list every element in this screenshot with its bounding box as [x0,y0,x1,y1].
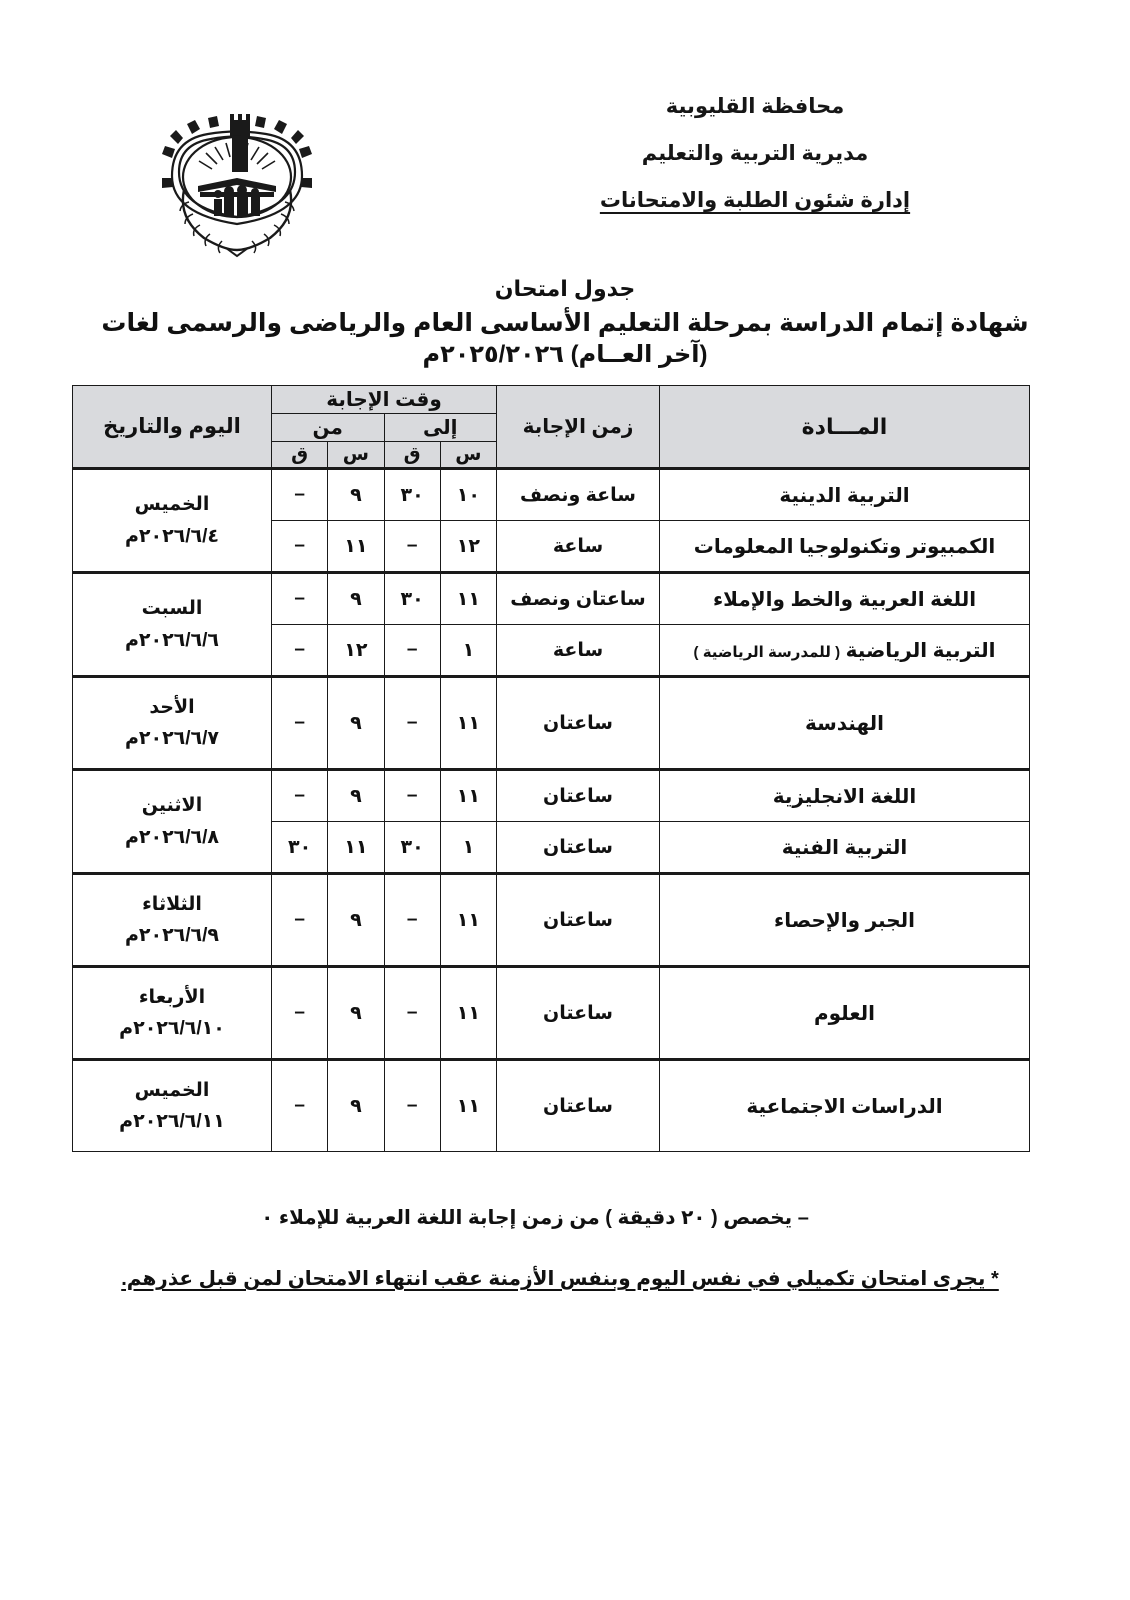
cell-duration: ساعتان [497,822,660,874]
col-header-answer-time: وقت الإجابة [272,386,497,414]
cell-from-hour: ٩ [328,874,384,967]
cell-to-minute: – [384,770,440,822]
day-date: ٢٠٢٦/٦/٩م [124,925,220,946]
cell-subject: التربية الدينية [660,469,1030,521]
cell-day-date [73,874,272,967]
cell-to-hour: ١١ [440,967,496,1060]
cell-from-hour: ٩ [328,770,384,822]
day-name: السبت [141,598,203,620]
day-date: ٢٠٢٦/٦/٨م [124,826,220,848]
col-header-from-minute: ق [272,442,328,469]
cell-to-hour: ١٠ [440,469,496,521]
cell-duration: ساعتان ونصف [497,573,660,625]
exam-schedule-table-wrapper [72,385,1030,1152]
cell-to-hour: ١١ [440,677,496,770]
cell-day-date [73,967,272,1060]
cell-to-minute: – [384,874,440,967]
cell-day-date [73,469,272,573]
header-row-1 [73,386,1030,414]
cell-from-minute: – [272,770,328,822]
cell-to-minute: – [384,967,440,1060]
department-line: إدارة شئون الطلبة والامتحانات [599,189,911,212]
ministry-logo-icon [148,98,326,258]
cell-duration: ساعتان [497,1060,660,1152]
col-header-duration: زمن الإجابة [497,386,660,469]
cell-to-minute: – [384,521,440,573]
cell-subject: العلوم [660,967,1030,1060]
header-text-block [475,96,1035,237]
footer-notes [0,1205,1130,1291]
cell-to-hour: ١١ [440,1060,496,1152]
cell-subject [660,625,1030,677]
table-row [73,967,1030,1060]
cell-to-hour: ١ [440,625,496,677]
cell-from-hour: ٩ [328,967,384,1060]
note-arabic-dictation: – يخصص ( ٢٠ دقيقة ) من زمن إجابة اللغة العربية للإملاء ٠ [261,1207,809,1229]
cell-to-minute: – [384,1060,440,1152]
table-row [73,1060,1030,1152]
col-header-day-date: اليوم والتاريخ [73,386,272,469]
cell-subject: اللغة العربية والخط والإملاء [660,573,1030,625]
cell-day-date [73,1060,272,1152]
cell-to-hour: ١٢ [440,521,496,573]
cell-duration: ساعة [497,521,660,573]
cell-to-minute: ٣٠ [384,822,440,874]
cell-from-minute: – [272,625,328,677]
col-header-subject: المـــادة [660,386,1030,469]
table-row [73,573,1030,625]
cell-from-hour: ١١ [328,521,384,573]
exam-schedule-table [72,385,1030,1152]
day-name: الخميس [134,1079,210,1101]
cell-duration: ساعة [497,625,660,677]
cell-to-hour: ١١ [440,573,496,625]
col-header-from-hour: س [328,442,384,469]
cell-from-minute: – [272,874,328,967]
cell-day-date [73,677,272,770]
day-date: ٢٠٢٦/٦/٧م [124,728,220,749]
title-academic-year: (آخر العــام) ٢٠٢٥/٢٠٢٦م [422,341,708,369]
cell-from-hour: ١٢ [328,625,384,677]
cell-to-minute: ٣٠ [384,573,440,625]
day-name: الاثنين [141,795,203,817]
cell-from-hour: ٩ [328,1060,384,1152]
table-row [73,469,1030,521]
cell-from-minute: – [272,469,328,521]
col-header-from: من [272,414,385,442]
cell-duration: ساعتان [497,677,660,770]
cell-to-minute: – [384,677,440,770]
day-name: الأحد [149,696,195,718]
cell-to-hour: ١١ [440,770,496,822]
cell-from-hour: ٩ [328,677,384,770]
day-date: ٢٠٢٦/٦/٦م [124,629,220,651]
title-main: جدول امتحان [494,276,636,301]
table-row [73,677,1030,770]
table-head [73,386,1030,469]
cell-day-date [73,770,272,874]
cell-subject: الدراسات الاجتماعية [660,1060,1030,1152]
subject-note: ( للمدرسة الرياضية ) [693,643,841,661]
cell-from-minute: – [272,1060,328,1152]
col-header-to-minute: ق [384,442,440,469]
cell-to-hour: ١١ [440,874,496,967]
cell-from-hour: ٩ [328,573,384,625]
document-header [0,96,1130,271]
day-date: ٢٠٢٦/٦/١١م [119,1111,225,1132]
day-date: ٢٠٢٦/٦/٤م [124,525,220,547]
day-date: ٢٠٢٦/٦/١٠م [119,1018,225,1039]
cell-duration: ساعة ونصف [497,469,660,521]
cell-from-minute: – [272,521,328,573]
cell-subject: اللغة الانجليزية [660,770,1030,822]
day-name: الأربعاء [138,986,206,1008]
note-supplementary-exam: * يجرى امتحان تكميلي في نفس اليوم وبنفس الأزمنة عقب انتهاء الامتحان لمن قبل عذرهم. [121,1268,999,1290]
cell-subject: الكمبيوتر وتكنولوجيا المعلومات [660,521,1030,573]
subject-name: التربية الرياضية [845,639,996,662]
cell-subject: التربية الفنية [660,822,1030,874]
cell-subject: الهندسة [660,677,1030,770]
col-header-to: إلى [384,414,497,442]
col-header-to-hour: س [440,442,496,469]
cell-from-hour: ٩ [328,469,384,521]
title-subtitle: شهادة إتمام الدراسة بمرحلة التعليم الأساسى العام والرياضى والرسمى لغات [101,309,1029,337]
cell-duration: ساعتان [497,770,660,822]
cell-duration: ساعتان [497,874,660,967]
table-row [73,770,1030,822]
cell-from-minute: ٣٠ [272,822,328,874]
cell-from-hour: ١١ [328,822,384,874]
governorate-line: محافظة القليوبية [665,95,845,118]
cell-day-date [73,573,272,677]
day-name: الثلاثاء [142,893,202,915]
cell-to-minute: – [384,625,440,677]
document-title-block [0,278,1130,367]
table-row [73,874,1030,967]
table-body [73,469,1030,1152]
cell-from-minute: – [272,573,328,625]
day-name: الخميس [134,494,210,516]
cell-to-minute: ٣٠ [384,469,440,521]
cell-subject: الجبر والإحصاء [660,874,1030,967]
cell-duration: ساعتان [497,967,660,1060]
directorate-line: مديرية التربية والتعليم [641,142,869,165]
cell-from-minute: – [272,967,328,1060]
cell-from-minute: – [272,677,328,770]
cell-to-hour: ١ [440,822,496,874]
